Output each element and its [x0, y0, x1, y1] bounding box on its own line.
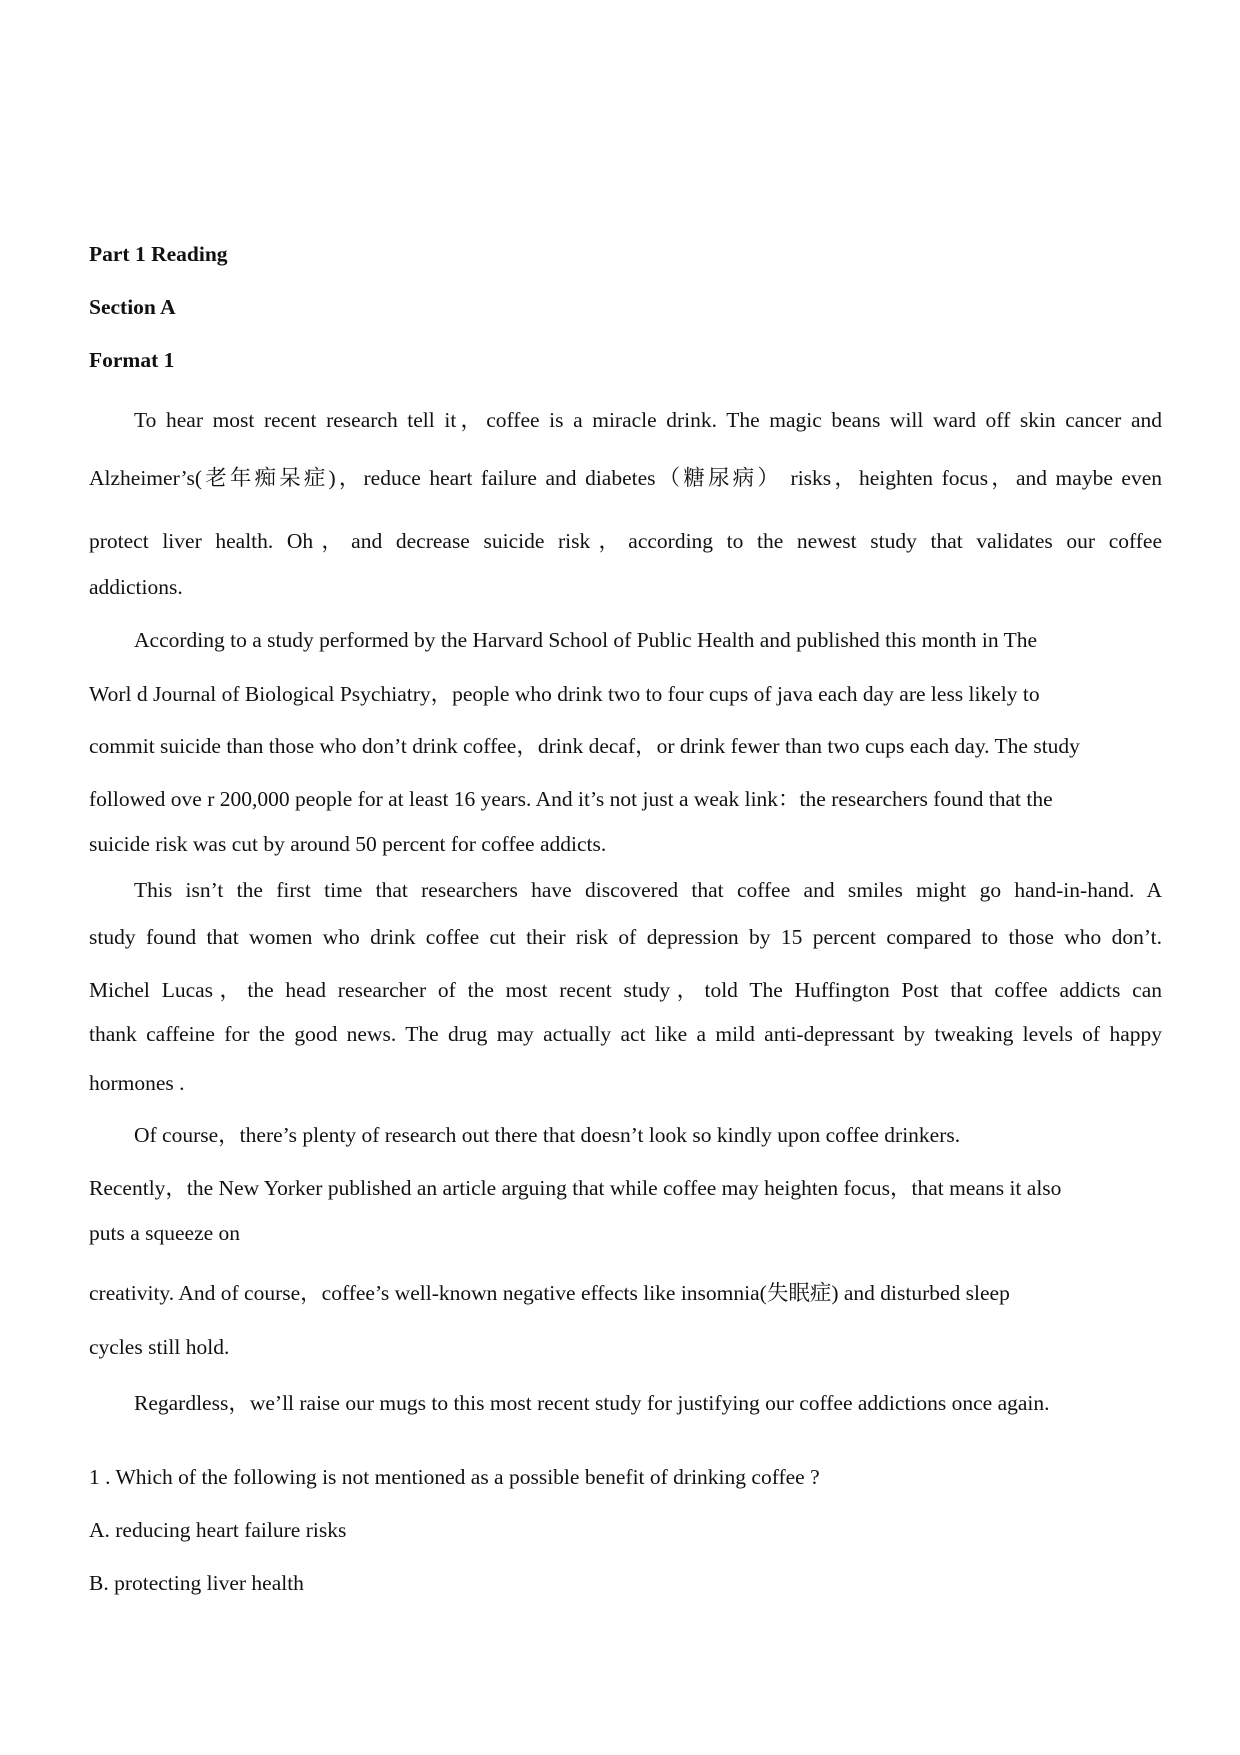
paragraph-line: Alzheimer’s(老年痴呆症)，reduce heart failure and diabetes（糖尿病） risks，heighten focus，and maybe even — [89, 466, 1162, 490]
paragraph-line: addictions. — [89, 575, 183, 599]
paragraph-line: Of course，there’s plenty of research out there that doesn’t look so kindly upon coffee drinkers. — [134, 1123, 961, 1147]
answer-option: A. reducing heart failure risks — [89, 1518, 347, 1542]
document-page — [89, 0, 1162, 1755]
answer-option: B. protecting liver health — [89, 1571, 304, 1595]
paragraph-line: puts a squeeze on — [89, 1221, 241, 1245]
section-heading: Section A — [89, 295, 176, 319]
paragraph-line: Recently，the New Yorker published an article arguing that while coffee may heighten focus，that means it also — [89, 1176, 1062, 1200]
paragraph-line: hormones . — [89, 1071, 185, 1095]
paragraph-line: cycles still hold. — [89, 1335, 230, 1359]
paragraph-line: Michel Lucas，the head researcher of the most recent study，told The Huffington Post that coffee addicts can — [89, 978, 1162, 1002]
paragraph-line: This isn’t the first time that researchers have discovered that coffee and smiles might go hand-in-hand. A — [134, 878, 1162, 902]
paragraph-line: To hear most recent research tell it，coffee is a miracle drink. The magic beans will ward off skin cancer and — [134, 408, 1162, 432]
paragraph-line: commit suicide than those who don’t drink coffee，drink decaf，or drink fewer than two cups each day. The study — [89, 734, 1080, 758]
paragraph-line: protect liver health. Oh，and decrease suicide risk，according to the newest study that validates our coffee — [89, 529, 1162, 553]
part-heading: Part 1 Reading — [89, 242, 228, 266]
paragraph-line: creativity. And of course，coffee’s well-known negative effects like insomnia(失眠症) and disturbed sleep — [89, 1281, 1010, 1305]
paragraph-line: Worl d Journal of Biological Psychiatry，people who drink two to four cups of java each day are less likely to — [89, 682, 1040, 706]
paragraph-line: According to a study performed by the Harvard School of Public Health and published this month in The — [134, 628, 1038, 652]
paragraph-line: study found that women who drink coffee cut their risk of depression by 15 percent compared to those who don’t. — [89, 925, 1162, 949]
paragraph-line: Regardless，we’ll raise our mugs to this most recent study for justifying our coffee addictions once again. — [134, 1391, 1050, 1415]
paragraph-line: suicide risk was cut by around 50 percent for coffee addicts. — [89, 832, 607, 856]
question-stem: 1 . Which of the following is not mentioned as a possible benefit of drinking coffee ? — [89, 1465, 820, 1489]
format-heading: Format 1 — [89, 348, 175, 372]
paragraph-line: thank caffeine for the good news. The drug may actually act like a mild anti-depressant by tweaking levels of happy — [89, 1022, 1162, 1046]
paragraph-line: followed ove r 200,000 people for at least 16 years. And it’s not just a weak link：the researchers found that the — [89, 787, 1053, 811]
